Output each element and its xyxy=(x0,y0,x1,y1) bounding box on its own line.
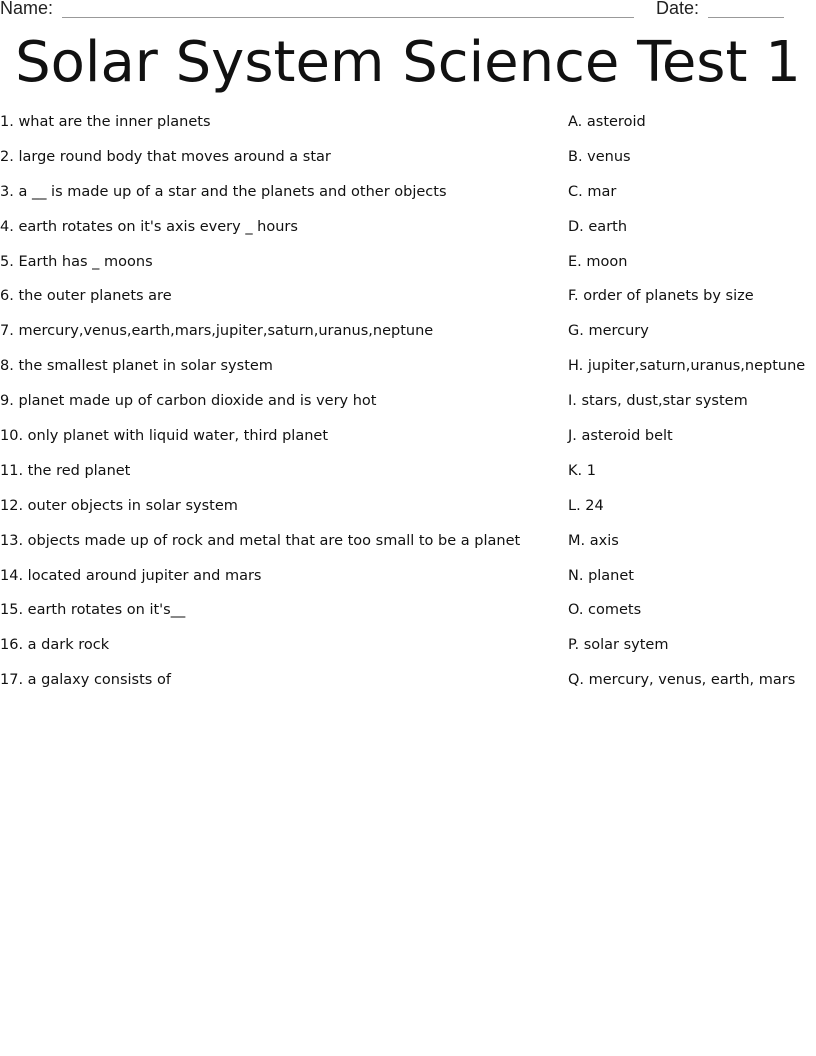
name-label: Name: xyxy=(0,0,54,18)
answer-item: L. 24 xyxy=(568,497,604,514)
answer-item: I. stars, dust,star system xyxy=(568,393,748,410)
answer-item: P. solar sytem xyxy=(568,637,669,654)
answer-item: O. comets xyxy=(568,602,642,619)
answer-item: G. mercury xyxy=(568,323,649,340)
clue-item: 12. outer objects in solar system xyxy=(0,497,238,514)
clue-item: 3. a __ is made up of a star and the planets and other objects xyxy=(0,183,447,200)
clue-item: 4. earth rotates on it's axis every _ hours xyxy=(0,218,298,235)
clue-item: 8. the smallest planet in solar system xyxy=(0,358,273,375)
answer-item: D. earth xyxy=(568,218,628,235)
clue-item: 15. earth rotates on it's__ xyxy=(0,602,186,619)
clue-item: 1. what are the inner planets xyxy=(0,114,211,130)
clue-item: 6. the outer planets are xyxy=(0,288,172,305)
clue-item: 13. objects made up of rock and metal that are too small to be a planet xyxy=(0,532,521,549)
clue-item: 10. only planet with liquid water, third planet xyxy=(0,428,329,445)
answer-item: K. 1 xyxy=(568,462,596,479)
clue-list xyxy=(0,112,560,705)
name-field-line[interactable] xyxy=(62,17,634,18)
clue-item: 16. a dark rock xyxy=(0,637,110,654)
clue-item: 11. the red planet xyxy=(0,462,131,479)
clue-item: 14. located around jupiter and mars xyxy=(0,567,262,584)
answer-item: N. planet xyxy=(568,567,634,584)
answer-item: H. jupiter,saturn,uranus,neptune xyxy=(568,358,806,375)
clue-item: 5. Earth has _ moons xyxy=(0,253,153,270)
clue-item: 9. planet made up of carbon dioxide and is very hot xyxy=(0,393,377,410)
answer-item: J. asteroid belt xyxy=(568,428,673,445)
answer-item: E. moon xyxy=(568,253,628,270)
date-field-line[interactable] xyxy=(708,17,784,18)
answer-item: B. venus xyxy=(568,148,631,165)
clue-item: 17. a galaxy consists of xyxy=(0,672,171,689)
answer-list xyxy=(568,112,816,705)
answer-item: Q. mercury, venus, earth, mars xyxy=(568,672,796,689)
page-title: Solar System Science Test 1 xyxy=(15,30,801,95)
answer-item: M. axis xyxy=(568,532,619,549)
clue-item: 7. mercury,venus,earth,mars,jupiter,saturn,uranus,neptune xyxy=(0,323,434,340)
worksheet-header xyxy=(0,0,816,24)
answer-item: C. mar xyxy=(568,183,617,200)
clue-item: 2. large round body that moves around a star xyxy=(0,148,331,165)
answer-item: F. order of planets by size xyxy=(568,288,754,305)
date-label: Date: xyxy=(656,0,700,18)
answer-item: A. asteroid xyxy=(568,114,646,130)
